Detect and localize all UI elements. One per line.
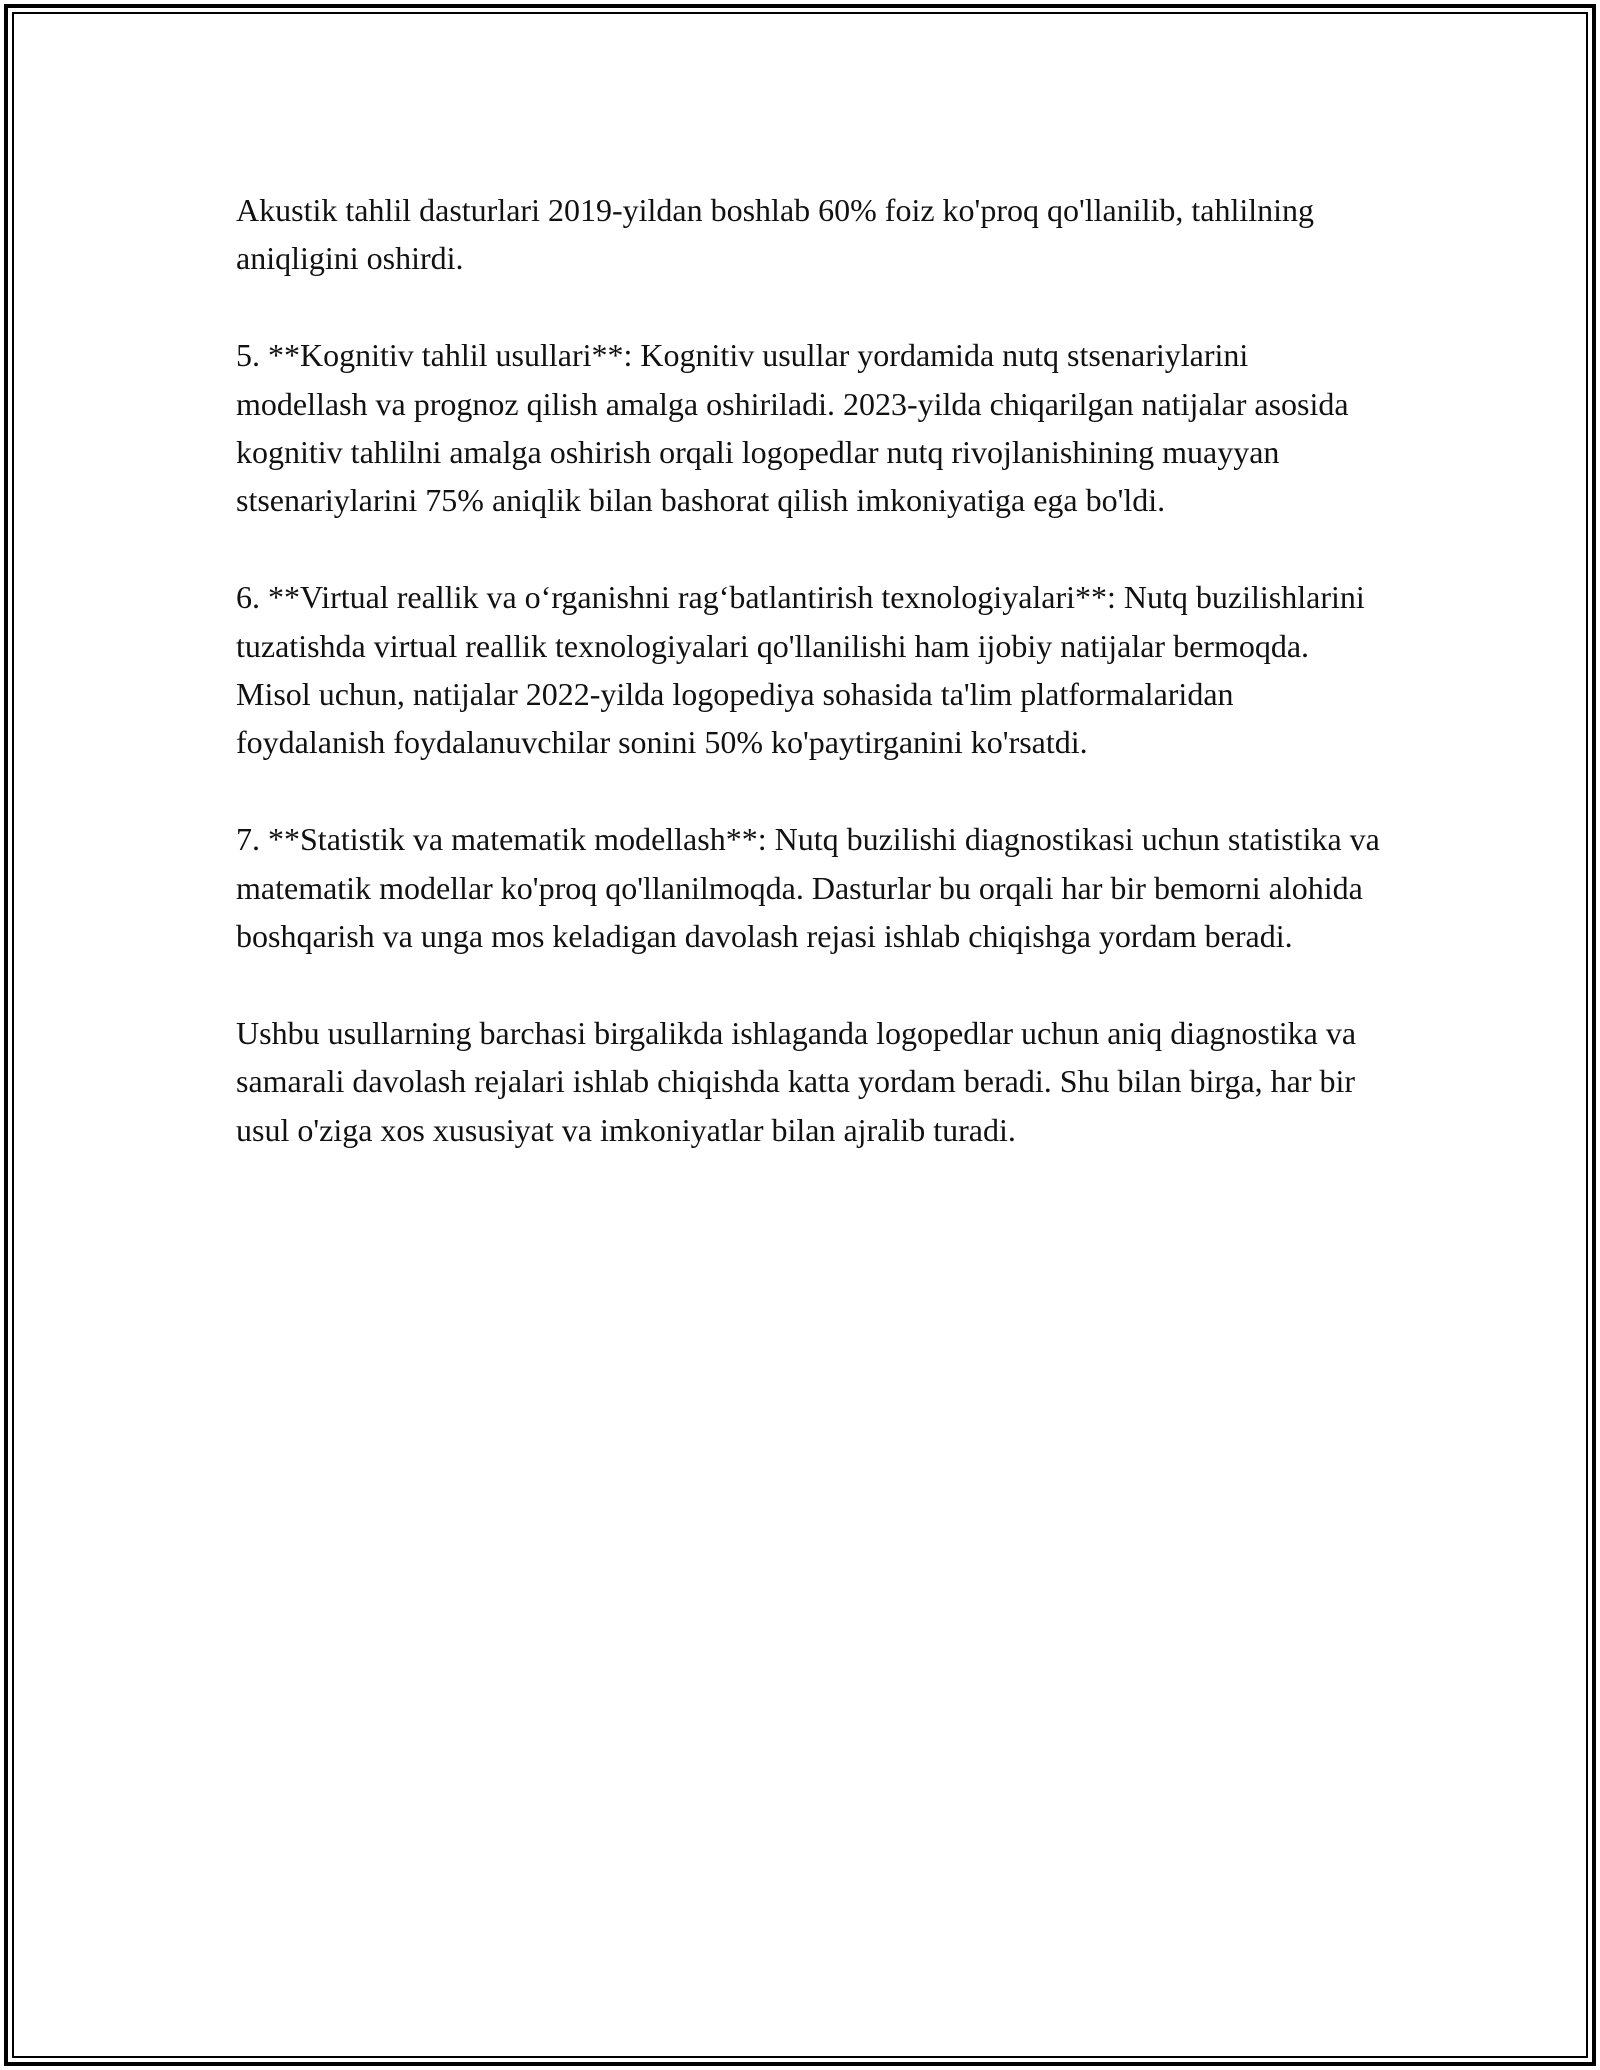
document-body <box>236 186 1386 1202</box>
paragraph-acoustic-analysis: Akustik tahlil dasturlari 2019-yildan boshlab 60% foiz ko'proq qo'llanilib, tahlilning aniqligini oshirdi. <box>236 192 1315 277</box>
paragraph-conclusion: Ushbu usullarning barchasi birgalikda ishlaganda logopedlar uchun aniq diagnostika va samarali davolash rejalari ishlab chiqishda katta yordam beradi. Shu bilan birga, har bir usul o'ziga xos xususiyat va imkoniyatlar bilan ajralib turadi. <box>236 1014 1357 1148</box>
paragraph-statistical-modelling: 7. **Statistik va matematik modellash**: Nutq buzilishi diagnostikasi uchun statistika va matematik modellar ko'proq qo'llanilmoqda. Dasturlar bu orqali har bir bemorni alohida boshqarish va unga mos keladigan davolash rejasi ishlab chiqishga yordam beradi. <box>236 821 1380 955</box>
paragraph-cognitive-analysis: 5. **Kognitiv tahlil usullari**: Kognitiv usullar yordamida nutq stsenariylarini modellash va prognoz qilish amalga oshiriladi. 2023-yilda chiqarilgan natijalar asosida kognitiv tahlilni amalga oshirish orqali logopedlar nutq rivojlanishining muayyan stsenariylarini 75% aniqlik bilan bashorat qilish imkoniyatiga ega bo'ldi. <box>236 337 1349 519</box>
paragraph-virtual-reality: 6. **Virtual reallik va o‘rganishni rag‘batlantirish texnologiyalari**: Nutq buzilishlarini tuzatishda virtual reallik texnologiyalari qo'llanilishi ham ijobiy natijalar bermoqda. Misol uchun, natijalar 2022-yilda logopediya sohasida ta'lim platformalaridan foydalanish foydalanuvchilar sonini 50% ko'paytirganini ko'rsatdi. <box>236 579 1365 761</box>
